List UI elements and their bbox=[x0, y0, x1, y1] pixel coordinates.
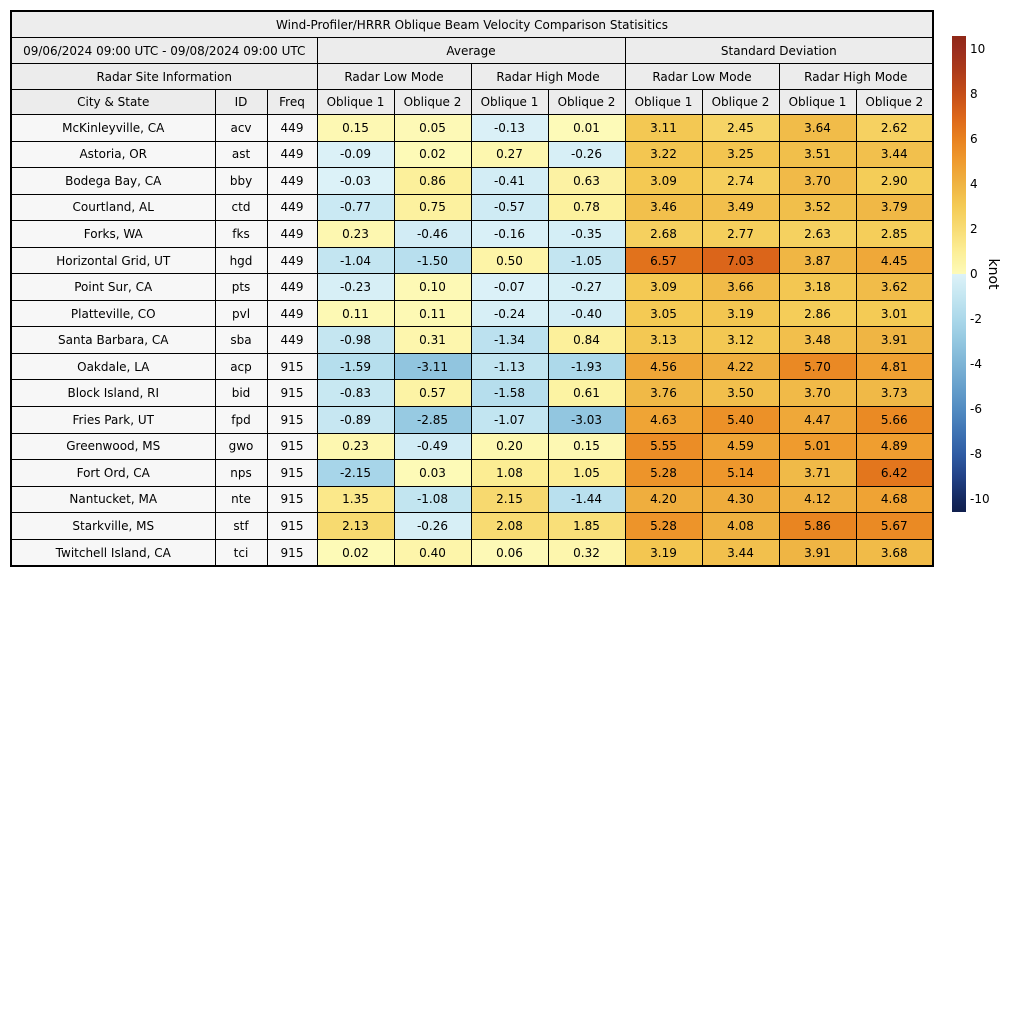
value-cell: 0.40 bbox=[394, 539, 471, 566]
value-cell: 2.13 bbox=[317, 513, 394, 540]
value-cell: 4.89 bbox=[856, 433, 933, 460]
id-column-header: ID bbox=[215, 90, 267, 115]
value-cell: 7.03 bbox=[702, 247, 779, 274]
freq-cell: 915 bbox=[267, 486, 317, 513]
city-state-cell: Forks, WA bbox=[11, 221, 215, 248]
value-cell: 3.50 bbox=[702, 380, 779, 407]
site-id-cell: pvl bbox=[215, 300, 267, 327]
value-cell: 3.70 bbox=[779, 380, 856, 407]
value-cell: -0.23 bbox=[317, 274, 394, 301]
value-cell: 2.68 bbox=[625, 221, 702, 248]
value-cell: 0.02 bbox=[394, 141, 471, 168]
city-state-cell: Courtland, AL bbox=[11, 194, 215, 221]
value-cell: 4.22 bbox=[702, 353, 779, 380]
value-cell: 0.86 bbox=[394, 168, 471, 195]
colorbar-tick-label: 10 bbox=[970, 41, 986, 56]
value-cell: -1.08 bbox=[394, 486, 471, 513]
value-cell: 0.32 bbox=[548, 539, 625, 566]
colorbar-tick-label: -2 bbox=[970, 311, 982, 326]
date-range-label: 09/06/2024 09:00 UTC - 09/08/2024 09:00 UTC bbox=[11, 38, 317, 64]
table-row bbox=[11, 274, 933, 301]
value-cell: -0.41 bbox=[471, 168, 548, 195]
value-cell: 4.59 bbox=[702, 433, 779, 460]
value-cell: 5.70 bbox=[779, 353, 856, 380]
value-cell: 2.63 bbox=[779, 221, 856, 248]
oblique-column-header: Oblique 1 bbox=[317, 90, 394, 115]
table-row bbox=[11, 168, 933, 195]
value-cell: 4.63 bbox=[625, 407, 702, 434]
value-cell: 0.27 bbox=[471, 141, 548, 168]
value-cell: 3.70 bbox=[779, 168, 856, 195]
oblique-column-header: Oblique 2 bbox=[548, 90, 625, 115]
avg-low-mode-header: Radar Low Mode bbox=[317, 64, 471, 90]
oblique-column-header: Oblique 2 bbox=[856, 90, 933, 115]
colorbar-tick-label: 0 bbox=[970, 266, 978, 281]
site-id-cell: ast bbox=[215, 141, 267, 168]
value-cell: 0.75 bbox=[394, 194, 471, 221]
value-cell: -0.83 bbox=[317, 380, 394, 407]
group-header-row bbox=[11, 38, 933, 64]
value-cell: -0.46 bbox=[394, 221, 471, 248]
freq-cell: 915 bbox=[267, 513, 317, 540]
value-cell: 0.11 bbox=[394, 300, 471, 327]
value-cell: -1.50 bbox=[394, 247, 471, 274]
value-cell: 4.12 bbox=[779, 486, 856, 513]
value-cell: 0.31 bbox=[394, 327, 471, 354]
value-cell: 1.85 bbox=[548, 513, 625, 540]
value-cell: 4.56 bbox=[625, 353, 702, 380]
value-cell: -0.49 bbox=[394, 433, 471, 460]
value-cell: 4.81 bbox=[856, 353, 933, 380]
column-header-row bbox=[11, 90, 933, 115]
site-id-cell: nte bbox=[215, 486, 267, 513]
value-cell: -1.59 bbox=[317, 353, 394, 380]
colorbar-tick-label: -8 bbox=[970, 446, 982, 461]
value-cell: -0.13 bbox=[471, 115, 548, 142]
value-cell: 4.45 bbox=[856, 247, 933, 274]
city-state-cell: Santa Barbara, CA bbox=[11, 327, 215, 354]
value-cell: 3.62 bbox=[856, 274, 933, 301]
city-state-cell: Fries Park, UT bbox=[11, 407, 215, 434]
site-id-cell: fks bbox=[215, 221, 267, 248]
city-state-cell: Oakdale, LA bbox=[11, 353, 215, 380]
value-cell: 2.45 bbox=[702, 115, 779, 142]
value-cell: 3.73 bbox=[856, 380, 933, 407]
value-cell: 3.91 bbox=[779, 539, 856, 566]
value-cell: 2.90 bbox=[856, 168, 933, 195]
freq-cell: 915 bbox=[267, 380, 317, 407]
avg-high-mode-header: Radar High Mode bbox=[471, 64, 625, 90]
value-cell: 2.74 bbox=[702, 168, 779, 195]
value-cell: 3.71 bbox=[779, 460, 856, 487]
value-cell: 0.10 bbox=[394, 274, 471, 301]
table-row bbox=[11, 407, 933, 434]
value-cell: 5.28 bbox=[625, 460, 702, 487]
value-cell: 3.79 bbox=[856, 194, 933, 221]
site-id-cell: pts bbox=[215, 274, 267, 301]
city-state-cell: Starkville, MS bbox=[11, 513, 215, 540]
city-state-cell: Nantucket, MA bbox=[11, 486, 215, 513]
table-row bbox=[11, 141, 933, 168]
city-state-cell: Platteville, CO bbox=[11, 300, 215, 327]
value-cell: 0.06 bbox=[471, 539, 548, 566]
site-id-cell: sba bbox=[215, 327, 267, 354]
value-cell: 3.46 bbox=[625, 194, 702, 221]
value-cell: 5.66 bbox=[856, 407, 933, 434]
value-cell: 3.91 bbox=[856, 327, 933, 354]
value-cell: 5.14 bbox=[702, 460, 779, 487]
site-id-cell: tci bbox=[215, 539, 267, 566]
freq-cell: 449 bbox=[267, 168, 317, 195]
city-state-cell: Astoria, OR bbox=[11, 141, 215, 168]
value-cell: -1.05 bbox=[548, 247, 625, 274]
value-cell: 3.12 bbox=[702, 327, 779, 354]
oblique-column-header: Oblique 1 bbox=[471, 90, 548, 115]
value-cell: 2.86 bbox=[779, 300, 856, 327]
table-row bbox=[11, 221, 933, 248]
freq-cell: 449 bbox=[267, 247, 317, 274]
value-cell: -0.26 bbox=[548, 141, 625, 168]
value-cell: 3.87 bbox=[779, 247, 856, 274]
mode-header-row bbox=[11, 64, 933, 90]
site-id-cell: fpd bbox=[215, 407, 267, 434]
table-title-row bbox=[11, 11, 933, 38]
value-cell: -1.04 bbox=[317, 247, 394, 274]
value-cell: 3.22 bbox=[625, 141, 702, 168]
table-row bbox=[11, 460, 933, 487]
table-row bbox=[11, 115, 933, 142]
city-state-column-header: City & State bbox=[11, 90, 215, 115]
city-state-cell: Fort Ord, CA bbox=[11, 460, 215, 487]
colorbar-tick-label: -4 bbox=[970, 356, 982, 371]
value-cell: 5.28 bbox=[625, 513, 702, 540]
value-cell: -0.35 bbox=[548, 221, 625, 248]
site-id-cell: gwo bbox=[215, 433, 267, 460]
city-state-cell: Greenwood, MS bbox=[11, 433, 215, 460]
value-cell: 0.02 bbox=[317, 539, 394, 566]
value-cell: -1.13 bbox=[471, 353, 548, 380]
value-cell: -1.44 bbox=[548, 486, 625, 513]
value-cell: 1.08 bbox=[471, 460, 548, 487]
value-cell: 2.85 bbox=[856, 221, 933, 248]
table-row bbox=[11, 194, 933, 221]
value-cell: 3.11 bbox=[625, 115, 702, 142]
value-cell: 0.15 bbox=[317, 115, 394, 142]
value-cell: 0.78 bbox=[548, 194, 625, 221]
value-cell: -2.85 bbox=[394, 407, 471, 434]
colorbar-tick-label: -10 bbox=[970, 491, 990, 506]
value-cell: 0.63 bbox=[548, 168, 625, 195]
value-cell: 0.84 bbox=[548, 327, 625, 354]
freq-cell: 449 bbox=[267, 141, 317, 168]
value-cell: 0.20 bbox=[471, 433, 548, 460]
site-id-cell: acp bbox=[215, 353, 267, 380]
freq-cell: 915 bbox=[267, 460, 317, 487]
value-cell: 4.30 bbox=[702, 486, 779, 513]
value-cell: 6.57 bbox=[625, 247, 702, 274]
site-info-header: Radar Site Information bbox=[11, 64, 317, 90]
value-cell: 3.52 bbox=[779, 194, 856, 221]
value-cell: 3.48 bbox=[779, 327, 856, 354]
site-id-cell: nps bbox=[215, 460, 267, 487]
freq-cell: 915 bbox=[267, 433, 317, 460]
value-cell: 3.19 bbox=[702, 300, 779, 327]
city-state-cell: Twitchell Island, CA bbox=[11, 539, 215, 566]
value-cell: 3.44 bbox=[856, 141, 933, 168]
colorbar-tick-label: -6 bbox=[970, 401, 982, 416]
freq-cell: 449 bbox=[267, 274, 317, 301]
city-state-cell: McKinleyville, CA bbox=[11, 115, 215, 142]
colorbar-unit-label: knot bbox=[985, 258, 1001, 290]
std-high-mode-header: Radar High Mode bbox=[779, 64, 933, 90]
colorbar-tick-label: 6 bbox=[970, 131, 978, 146]
value-cell: -0.27 bbox=[548, 274, 625, 301]
value-cell: 6.42 bbox=[856, 460, 933, 487]
colorbar bbox=[952, 36, 1022, 512]
value-cell: 4.68 bbox=[856, 486, 933, 513]
value-cell: -0.40 bbox=[548, 300, 625, 327]
value-cell: 0.23 bbox=[317, 433, 394, 460]
value-cell: 5.55 bbox=[625, 433, 702, 460]
value-cell: -0.24 bbox=[471, 300, 548, 327]
value-cell: 3.05 bbox=[625, 300, 702, 327]
value-cell: 3.66 bbox=[702, 274, 779, 301]
value-cell: 4.47 bbox=[779, 407, 856, 434]
oblique-column-header: Oblique 1 bbox=[779, 90, 856, 115]
value-cell: -0.77 bbox=[317, 194, 394, 221]
colorbar-gradient bbox=[952, 36, 966, 512]
value-cell: -0.09 bbox=[317, 141, 394, 168]
oblique-column-header: Oblique 2 bbox=[394, 90, 471, 115]
value-cell: 5.67 bbox=[856, 513, 933, 540]
city-state-cell: Point Sur, CA bbox=[11, 274, 215, 301]
value-cell: 0.03 bbox=[394, 460, 471, 487]
value-cell: 3.25 bbox=[702, 141, 779, 168]
value-cell: 2.15 bbox=[471, 486, 548, 513]
value-cell: 0.15 bbox=[548, 433, 625, 460]
value-cell: -3.03 bbox=[548, 407, 625, 434]
value-cell: 3.44 bbox=[702, 539, 779, 566]
value-cell: 0.23 bbox=[317, 221, 394, 248]
value-cell: 1.05 bbox=[548, 460, 625, 487]
value-cell: 5.86 bbox=[779, 513, 856, 540]
value-cell: -1.58 bbox=[471, 380, 548, 407]
colorbar-tick-label: 4 bbox=[970, 176, 978, 191]
freq-cell: 915 bbox=[267, 407, 317, 434]
value-cell: 3.09 bbox=[625, 168, 702, 195]
freq-cell: 449 bbox=[267, 115, 317, 142]
value-cell: 3.64 bbox=[779, 115, 856, 142]
table-row bbox=[11, 380, 933, 407]
value-cell: -0.57 bbox=[471, 194, 548, 221]
colorbar-tick-label: 2 bbox=[970, 221, 978, 236]
value-cell: -0.26 bbox=[394, 513, 471, 540]
std-deviation-group-header: Standard Deviation bbox=[625, 38, 933, 64]
site-id-cell: stf bbox=[215, 513, 267, 540]
value-cell: 2.62 bbox=[856, 115, 933, 142]
value-cell: 3.01 bbox=[856, 300, 933, 327]
city-state-cell: Horizontal Grid, UT bbox=[11, 247, 215, 274]
freq-cell: 449 bbox=[267, 221, 317, 248]
value-cell: 3.51 bbox=[779, 141, 856, 168]
value-cell: -0.98 bbox=[317, 327, 394, 354]
value-cell: 3.49 bbox=[702, 194, 779, 221]
value-cell: 3.18 bbox=[779, 274, 856, 301]
oblique-column-header: Oblique 2 bbox=[702, 90, 779, 115]
table-row bbox=[11, 327, 933, 354]
value-cell: 0.05 bbox=[394, 115, 471, 142]
site-id-cell: bby bbox=[215, 168, 267, 195]
site-id-cell: acv bbox=[215, 115, 267, 142]
table-row bbox=[11, 247, 933, 274]
value-cell: 0.50 bbox=[471, 247, 548, 274]
value-cell: 0.61 bbox=[548, 380, 625, 407]
oblique-column-header: Oblique 1 bbox=[625, 90, 702, 115]
city-state-cell: Block Island, RI bbox=[11, 380, 215, 407]
freq-cell: 915 bbox=[267, 353, 317, 380]
site-id-cell: ctd bbox=[215, 194, 267, 221]
freq-cell: 915 bbox=[267, 539, 317, 566]
value-cell: -2.15 bbox=[317, 460, 394, 487]
value-cell: 2.77 bbox=[702, 221, 779, 248]
freq-cell: 449 bbox=[267, 194, 317, 221]
value-cell: 3.19 bbox=[625, 539, 702, 566]
colorbar-tick-label: 8 bbox=[970, 86, 978, 101]
table-row bbox=[11, 539, 933, 566]
value-cell: 3.76 bbox=[625, 380, 702, 407]
value-cell: 5.40 bbox=[702, 407, 779, 434]
average-group-header: Average bbox=[317, 38, 625, 64]
table-row bbox=[11, 300, 933, 327]
value-cell: -0.16 bbox=[471, 221, 548, 248]
value-cell: 0.01 bbox=[548, 115, 625, 142]
freq-cell: 449 bbox=[267, 300, 317, 327]
value-cell: -1.07 bbox=[471, 407, 548, 434]
value-cell: 4.20 bbox=[625, 486, 702, 513]
std-low-mode-header: Radar Low Mode bbox=[625, 64, 779, 90]
value-cell: -0.03 bbox=[317, 168, 394, 195]
freq-column-header: Freq bbox=[267, 90, 317, 115]
value-cell: 2.08 bbox=[471, 513, 548, 540]
value-cell: 0.57 bbox=[394, 380, 471, 407]
value-cell: -1.93 bbox=[548, 353, 625, 380]
value-cell: -0.89 bbox=[317, 407, 394, 434]
table-row bbox=[11, 353, 933, 380]
value-cell: -3.11 bbox=[394, 353, 471, 380]
value-cell: 5.01 bbox=[779, 433, 856, 460]
value-cell: 3.68 bbox=[856, 539, 933, 566]
table-row bbox=[11, 513, 933, 540]
value-cell: 3.13 bbox=[625, 327, 702, 354]
value-cell: 3.09 bbox=[625, 274, 702, 301]
value-cell: -0.07 bbox=[471, 274, 548, 301]
city-state-cell: Bodega Bay, CA bbox=[11, 168, 215, 195]
table-title: Wind-Profiler/HRRR Oblique Beam Velocity Comparison Statisitics bbox=[11, 11, 933, 38]
site-id-cell: bid bbox=[215, 380, 267, 407]
value-cell: 0.11 bbox=[317, 300, 394, 327]
table-row bbox=[11, 486, 933, 513]
freq-cell: 449 bbox=[267, 327, 317, 354]
value-cell: 1.35 bbox=[317, 486, 394, 513]
value-cell: 4.08 bbox=[702, 513, 779, 540]
value-cell: -1.34 bbox=[471, 327, 548, 354]
table-row bbox=[11, 433, 933, 460]
statistics-table bbox=[10, 10, 934, 567]
site-id-cell: hgd bbox=[215, 247, 267, 274]
